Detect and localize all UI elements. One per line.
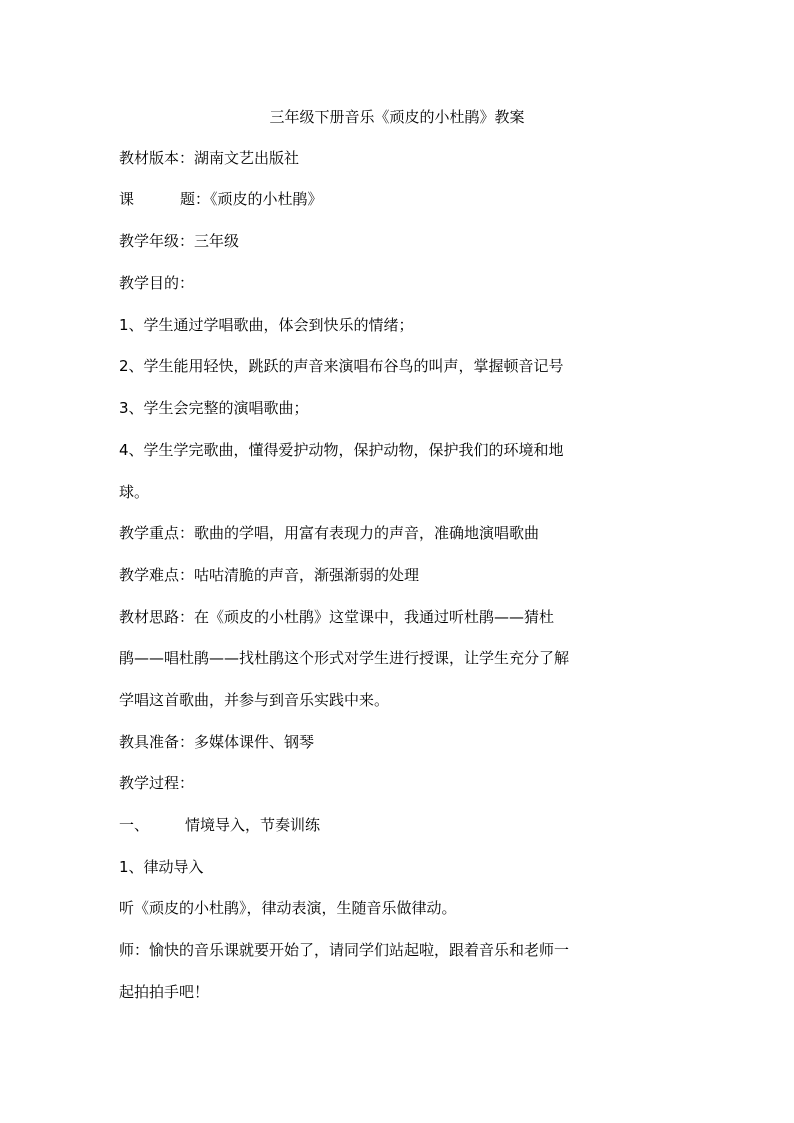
document-title: 三年级下册音乐《顽皮的小杜鹃》教案 xyxy=(269,108,525,126)
step-heading: 1、律动导入 xyxy=(119,858,204,876)
approach-line: 鹃——唱杜鹃——找杜鹃这个形式对学生进行授课，让学生充分了解 xyxy=(119,649,570,667)
teacher-speech-line: 起拍拍手吧！ xyxy=(119,983,210,1001)
objective-item: 2、学生能用轻快，跳跃的声音来演唱布谷鸟的叫声，掌握顿音记号 xyxy=(119,357,564,375)
topic-value: 题：《顽皮的小杜鹃》 xyxy=(180,190,323,208)
objectives-heading: 教学目的： xyxy=(119,274,195,292)
process-heading: 教学过程： xyxy=(119,774,195,792)
textbook-edition: 教材版本：湖南文艺出版社 xyxy=(119,149,300,167)
lesson-topic xyxy=(119,189,679,209)
teaching-grade: 教学年级：三年级 xyxy=(119,232,240,250)
objective-item: 1、学生通过学唱歌曲，体会到快乐的情绪； xyxy=(119,316,414,334)
difficulty: 教学难点：咕咕清脆的声音，渐强渐弱的处理 xyxy=(119,566,420,584)
approach-line: 学唱这首歌曲，并参与到音乐实践中来。 xyxy=(119,691,390,709)
section-title: 情境导入，节奏训练 xyxy=(185,816,321,834)
topic-label: 课 xyxy=(119,190,135,208)
section-number: 一、 xyxy=(119,816,150,834)
teacher-speech-line: 师：愉快的音乐课就要开始了，请同学们站起啦，跟着音乐和老师一 xyxy=(119,941,570,959)
step-description: 听《顽皮的小杜鹃》，律动表演，生随音乐做律动。 xyxy=(119,899,457,917)
objective-item: 4、学生学完歌曲，懂得爱护动物，保护动物，保护我们的环境和地 xyxy=(119,441,564,459)
section-heading xyxy=(119,815,679,835)
objective-item: 球。 xyxy=(119,483,150,501)
materials: 教具准备：多媒体课件、钢琴 xyxy=(119,733,315,751)
objective-item: 3、学生会完整的演唱歌曲； xyxy=(119,399,309,417)
approach-line: 教材思路：在《顽皮的小杜鹃》这堂课中，我通过听杜鹃——猜杜 xyxy=(119,608,555,626)
key-point: 教学重点：歌曲的学唱，用富有表现力的声音，准确地演唱歌曲 xyxy=(119,524,540,542)
